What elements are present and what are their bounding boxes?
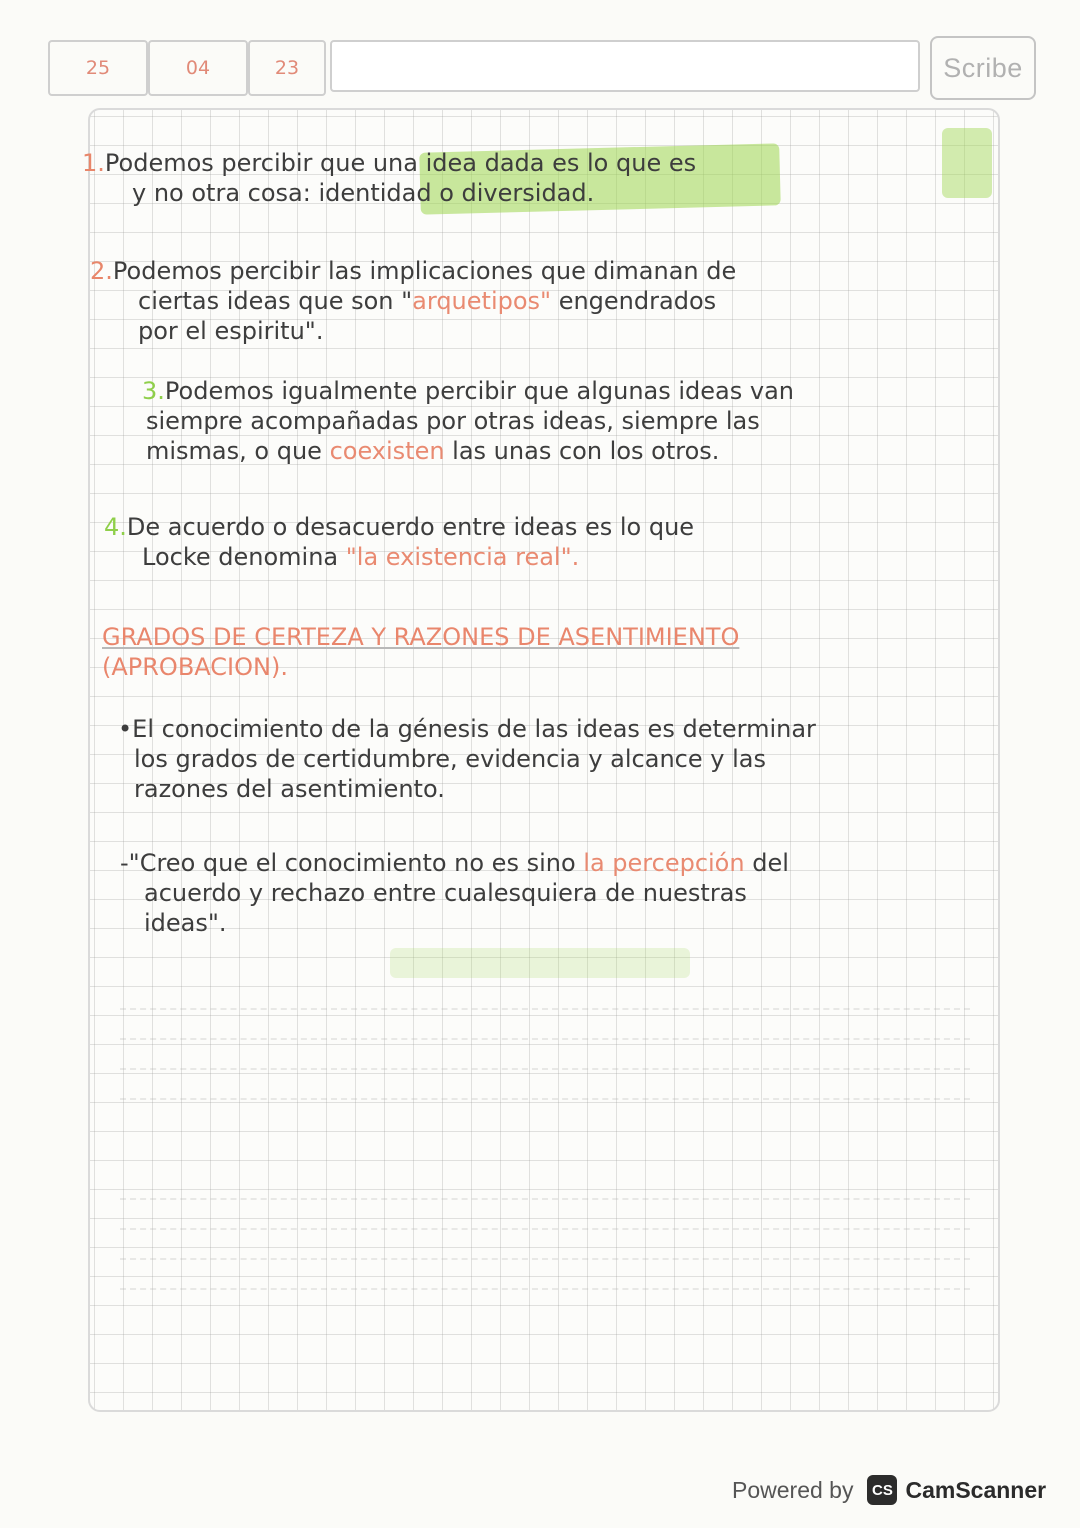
note-text: las unas con los otros. <box>444 437 720 465</box>
title-field <box>330 40 920 92</box>
item-number: 4. <box>104 513 127 541</box>
note-quote <box>120 848 1000 938</box>
show-through-line <box>120 1200 970 1230</box>
camscanner-logo-icon: CS <box>867 1475 897 1505</box>
note-accent-text: "la existencia real". <box>345 543 580 571</box>
note-line: por el espiritu". <box>138 317 324 345</box>
note-line: Podemos percibir que una idea dada es lo que es <box>104 149 697 177</box>
notebook-page <box>82 108 1000 1412</box>
note-bullet <box>118 714 998 804</box>
note-line: y no otra cosa: identidad o diversidad. <box>132 179 595 207</box>
show-through-line <box>120 1070 970 1100</box>
item-number: 3. <box>142 377 165 405</box>
show-through-line <box>120 1040 970 1070</box>
note-text: Locke denomina <box>142 543 346 571</box>
note-text: engendrados <box>551 287 717 315</box>
note-accent-text: coexisten <box>329 437 445 465</box>
heading-line: GRADOS DE CERTEZA Y RAZONES DE ASENTIMIENTO <box>102 623 740 651</box>
note-item-4 <box>104 512 984 572</box>
item-number: 1. <box>82 149 105 177</box>
show-through-line <box>120 1260 970 1290</box>
note-line: ideas". <box>144 909 227 937</box>
note-line: Podemos igualmente percibir que algunas ideas van <box>164 377 794 405</box>
note-line: acuerdo y rechazo entre cualesquiera de nuestras <box>144 879 747 907</box>
note-item-2 <box>90 256 970 346</box>
note-text: ciertas ideas que son " <box>138 287 413 315</box>
note-text: del <box>744 849 789 877</box>
highlight-ghost <box>390 948 690 978</box>
camscanner-name: CamScanner <box>905 1476 1047 1503</box>
heading-line: (APROBACION). <box>102 653 288 681</box>
note-item-1 <box>82 148 962 208</box>
note-accent-text: arquetipos" <box>412 287 552 315</box>
show-through-line <box>120 1170 970 1200</box>
note-line: los grados de certidumbre, evidencia y alcance y las <box>134 745 766 773</box>
note-line: siempre acompañadas por otras ideas, siempre las <box>146 407 760 435</box>
date-day-field: 25 <box>48 40 148 96</box>
note-accent-text: la percepción <box>583 849 745 877</box>
show-through-line <box>120 1010 970 1040</box>
notebook-brand-logo: Scribe <box>930 36 1036 100</box>
date-month-field: 04 <box>148 40 248 96</box>
section-heading <box>102 622 982 682</box>
note-text: -"Creo que el conocimiento no es sino <box>120 849 584 877</box>
note-line: razones del asentimiento. <box>134 775 445 803</box>
note-item-3 <box>142 376 1022 466</box>
date-year-field: 23 <box>248 40 326 96</box>
powered-by-label: Powered by <box>732 1476 854 1503</box>
show-through-line <box>120 1230 970 1260</box>
show-through-line <box>120 980 970 1010</box>
scanner-watermark <box>732 1470 1062 1510</box>
item-number: 2. <box>90 257 113 285</box>
note-line: •El conocimiento de la génesis de las ideas es determinar <box>118 715 816 743</box>
note-line: Podemos percibir las implicaciones que dimanan de <box>112 257 737 285</box>
note-text: mismas, o que <box>146 437 330 465</box>
page-header <box>48 38 1038 102</box>
note-line: De acuerdo o desacuerdo entre ideas es lo que <box>126 513 695 541</box>
